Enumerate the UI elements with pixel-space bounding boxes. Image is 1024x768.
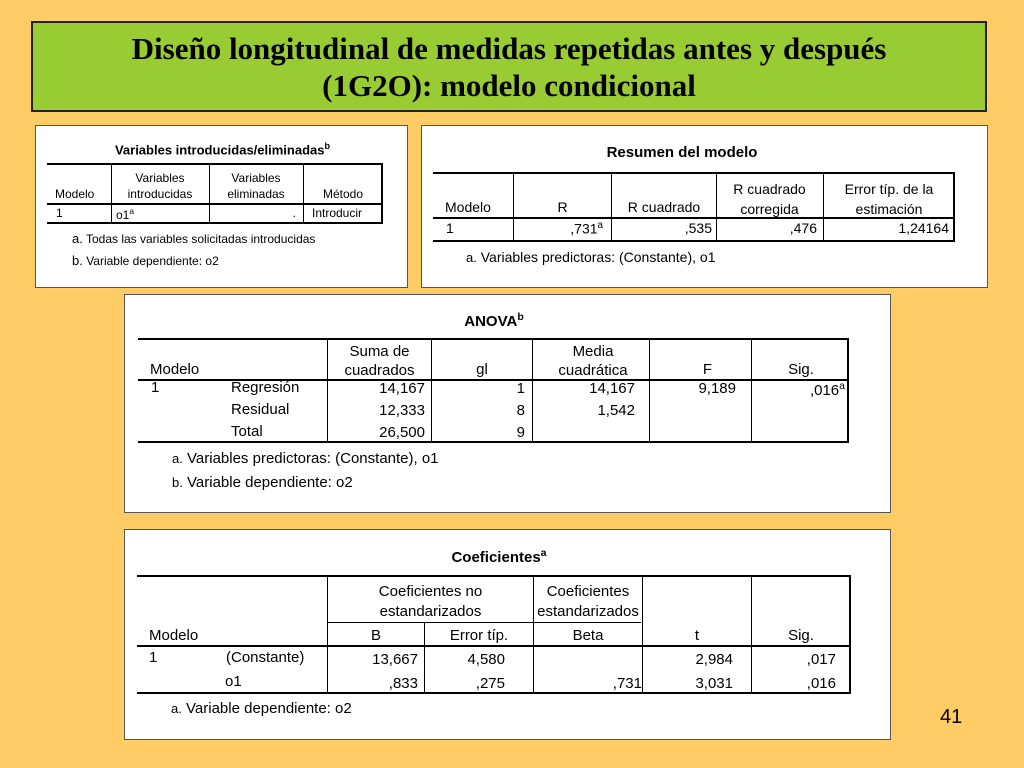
anova-row-f: 9,189 [698,380,736,397]
vars-row-metodo: Introducir [312,206,363,220]
coef-col-divider-5 [751,577,752,692]
anova-row-suma: 14,167 [379,380,425,397]
summary-row-error: 1,24164 [898,220,949,236]
coef-col-header-sig: Sig. [788,627,814,644]
slide-title-line-2: (1G2O): modelo condicional [322,67,696,103]
anova-row-label: Total [231,423,263,440]
vars-footnote-b: b. Variable dependiente: o2 [72,253,219,268]
coef-col-header-error: Error típ. [449,627,509,644]
summary-table-panel [421,125,988,288]
coef-table-title [125,547,873,566]
anova-col-header-f: F [702,361,713,378]
vars-col-header-introducidas: Variables introducidas [127,171,193,201]
summary-col-header-modelo: Modelo [445,199,491,215]
coef-footnote-a: a. Variable dependiente: o2 [171,700,352,717]
anova-col-divider-3 [532,340,533,441]
summary-table-bottom-rule [433,240,955,242]
coef-table-header-rule [137,645,851,647]
slide-title-box [31,21,987,112]
coef-row-error: 4,580 [467,651,505,668]
anova-col-header-modelo: Modelo [150,361,200,378]
vars-col-divider-2 [209,165,210,222]
vars-col-header-metodo: Método [322,187,364,201]
coef-table-panel [124,529,891,740]
summary-col-divider-2 [611,174,612,240]
coef-row-label: (Constante) [226,649,305,666]
summary-row-modelo: 1 [446,220,454,236]
anova-table-title-text: ANOVA [464,313,518,330]
anova-row-suma: 12,333 [379,402,425,419]
anova-model-number: 1 [151,379,160,396]
summary-col-header-r: R [557,199,568,215]
summary-col-header-r2: R cuadrado [627,199,701,215]
vars-col-divider-1 [111,165,112,222]
vars-row-introducidas: o1$^a$ [116,206,135,222]
anova-footnote-b: b. Variable dependiente: o2 [172,474,353,491]
anova-col-divider-5 [751,340,752,441]
anova-right-border [847,338,849,443]
anova-row-media: 14,167 [589,380,635,397]
summary-col-header-error: Error típ. de la estimación [844,181,934,217]
anova-col-header-media: Media cuadrática [558,343,628,379]
vars-col-divider-3 [303,165,304,222]
vars-table-panel [35,125,408,288]
summary-table-title: Resumen del modelo [606,144,758,161]
anova-table-panel [124,294,891,513]
coef-row-t: 2,984 [695,651,733,668]
summary-right-border [953,172,955,242]
coef-col-divider-2 [424,623,425,692]
coef-row-t: 3,031 [695,675,733,692]
anova-footnote-a: a. Variables predictoras: (Constante), o1 [172,450,439,467]
coef-table-title-text: Coeficientes [451,549,541,566]
summary-table-header-rule [433,217,955,219]
coef-table-top-rule [137,575,851,577]
summary-row-r2adj: ,476 [789,220,817,236]
anova-col-header-sig: Sig. [788,361,814,378]
coef-row-sig: ,016 [806,675,836,692]
anova-table-title [125,311,863,330]
anova-table-title-sup: b [517,311,524,323]
coef-col-header-noest: Coeficientes no estandarizados [378,583,483,620]
slide-title-line-1: Diseño longitudinal de medidas repetidas antes y después [131,30,887,66]
summary-row-r: ,731$^a$ [570,220,603,237]
anova-row-label: Residual [231,401,290,418]
coef-row-beta: ,731 [612,675,642,692]
vars-table-title [36,141,409,157]
summary-col-header-r2adj: R cuadrado corregida [733,181,806,217]
vars-table-bottom-rule [47,222,383,224]
anova-col-divider-2 [431,340,432,441]
anova-col-divider-4 [649,340,650,441]
coef-col-divider-1 [327,577,328,692]
summary-col-divider-3 [716,174,717,240]
page-number: 41 [940,706,963,728]
coef-col-header-t: t [694,627,700,644]
anova-col-divider-1 [327,340,328,441]
anova-col-header-gl: gl [476,361,488,378]
summary-footnote-a: a. Variables predictoras: (Constante), o1 [466,249,716,265]
anova-row-label: Regresión [231,379,300,396]
summary-table-top-rule [433,172,955,174]
coef-col-divider-4 [642,577,643,692]
vars-col-header-modelo: Modelo [55,187,95,201]
anova-col-header-suma: Suma de cuadrados [344,343,415,379]
anova-row-sig: ,016$^a$ [809,380,845,399]
vars-row-eliminadas: . [292,206,296,220]
coef-row-error: ,275 [475,675,505,692]
summary-row-r2: ,535 [684,220,712,236]
coef-table-bottom-rule [137,692,851,694]
coef-table-title-sup: a [540,547,547,559]
vars-col-header-eliminadas: Variables eliminadas [227,171,285,201]
anova-row-gl: 9 [516,424,525,441]
vars-table-top-rule [47,163,383,165]
anova-row-suma: 26,500 [379,424,425,441]
vars-footnote-a: a. Todas las variables solicitadas introducidas [72,231,316,246]
anova-row-gl: 1 [516,380,525,397]
vars-row-modelo: 1 [56,206,63,220]
anova-row-media: 1,542 [597,402,635,419]
anova-row-gl: 8 [516,402,525,419]
coef-row-sig: ,017 [806,651,836,668]
coef-col-header-est: Coeficientes estandarizados [537,583,639,620]
coef-col-header-b: B [370,627,381,644]
coef-header-subrule [328,622,641,623]
vars-table-title-sup: b [324,141,331,151]
coef-col-header-modelo: Modelo [149,627,199,644]
vars-table-header-rule [47,203,383,205]
coef-right-border [849,575,851,694]
anova-table-top-rule [138,338,849,340]
vars-table-title-text: Variables introducidas/eliminadas [114,142,325,158]
coef-col-divider-3 [533,577,534,692]
coef-model-number: 1 [149,649,158,666]
vars-right-border [381,163,383,224]
coef-row-b: ,833 [388,675,418,692]
anova-table-bottom-rule [138,441,849,443]
coef-row-b: 13,667 [372,651,418,668]
summary-col-divider-1 [513,174,514,240]
summary-col-divider-4 [823,174,824,240]
coef-row-label: o1 [225,673,242,690]
coef-col-header-beta: Beta [572,627,604,644]
